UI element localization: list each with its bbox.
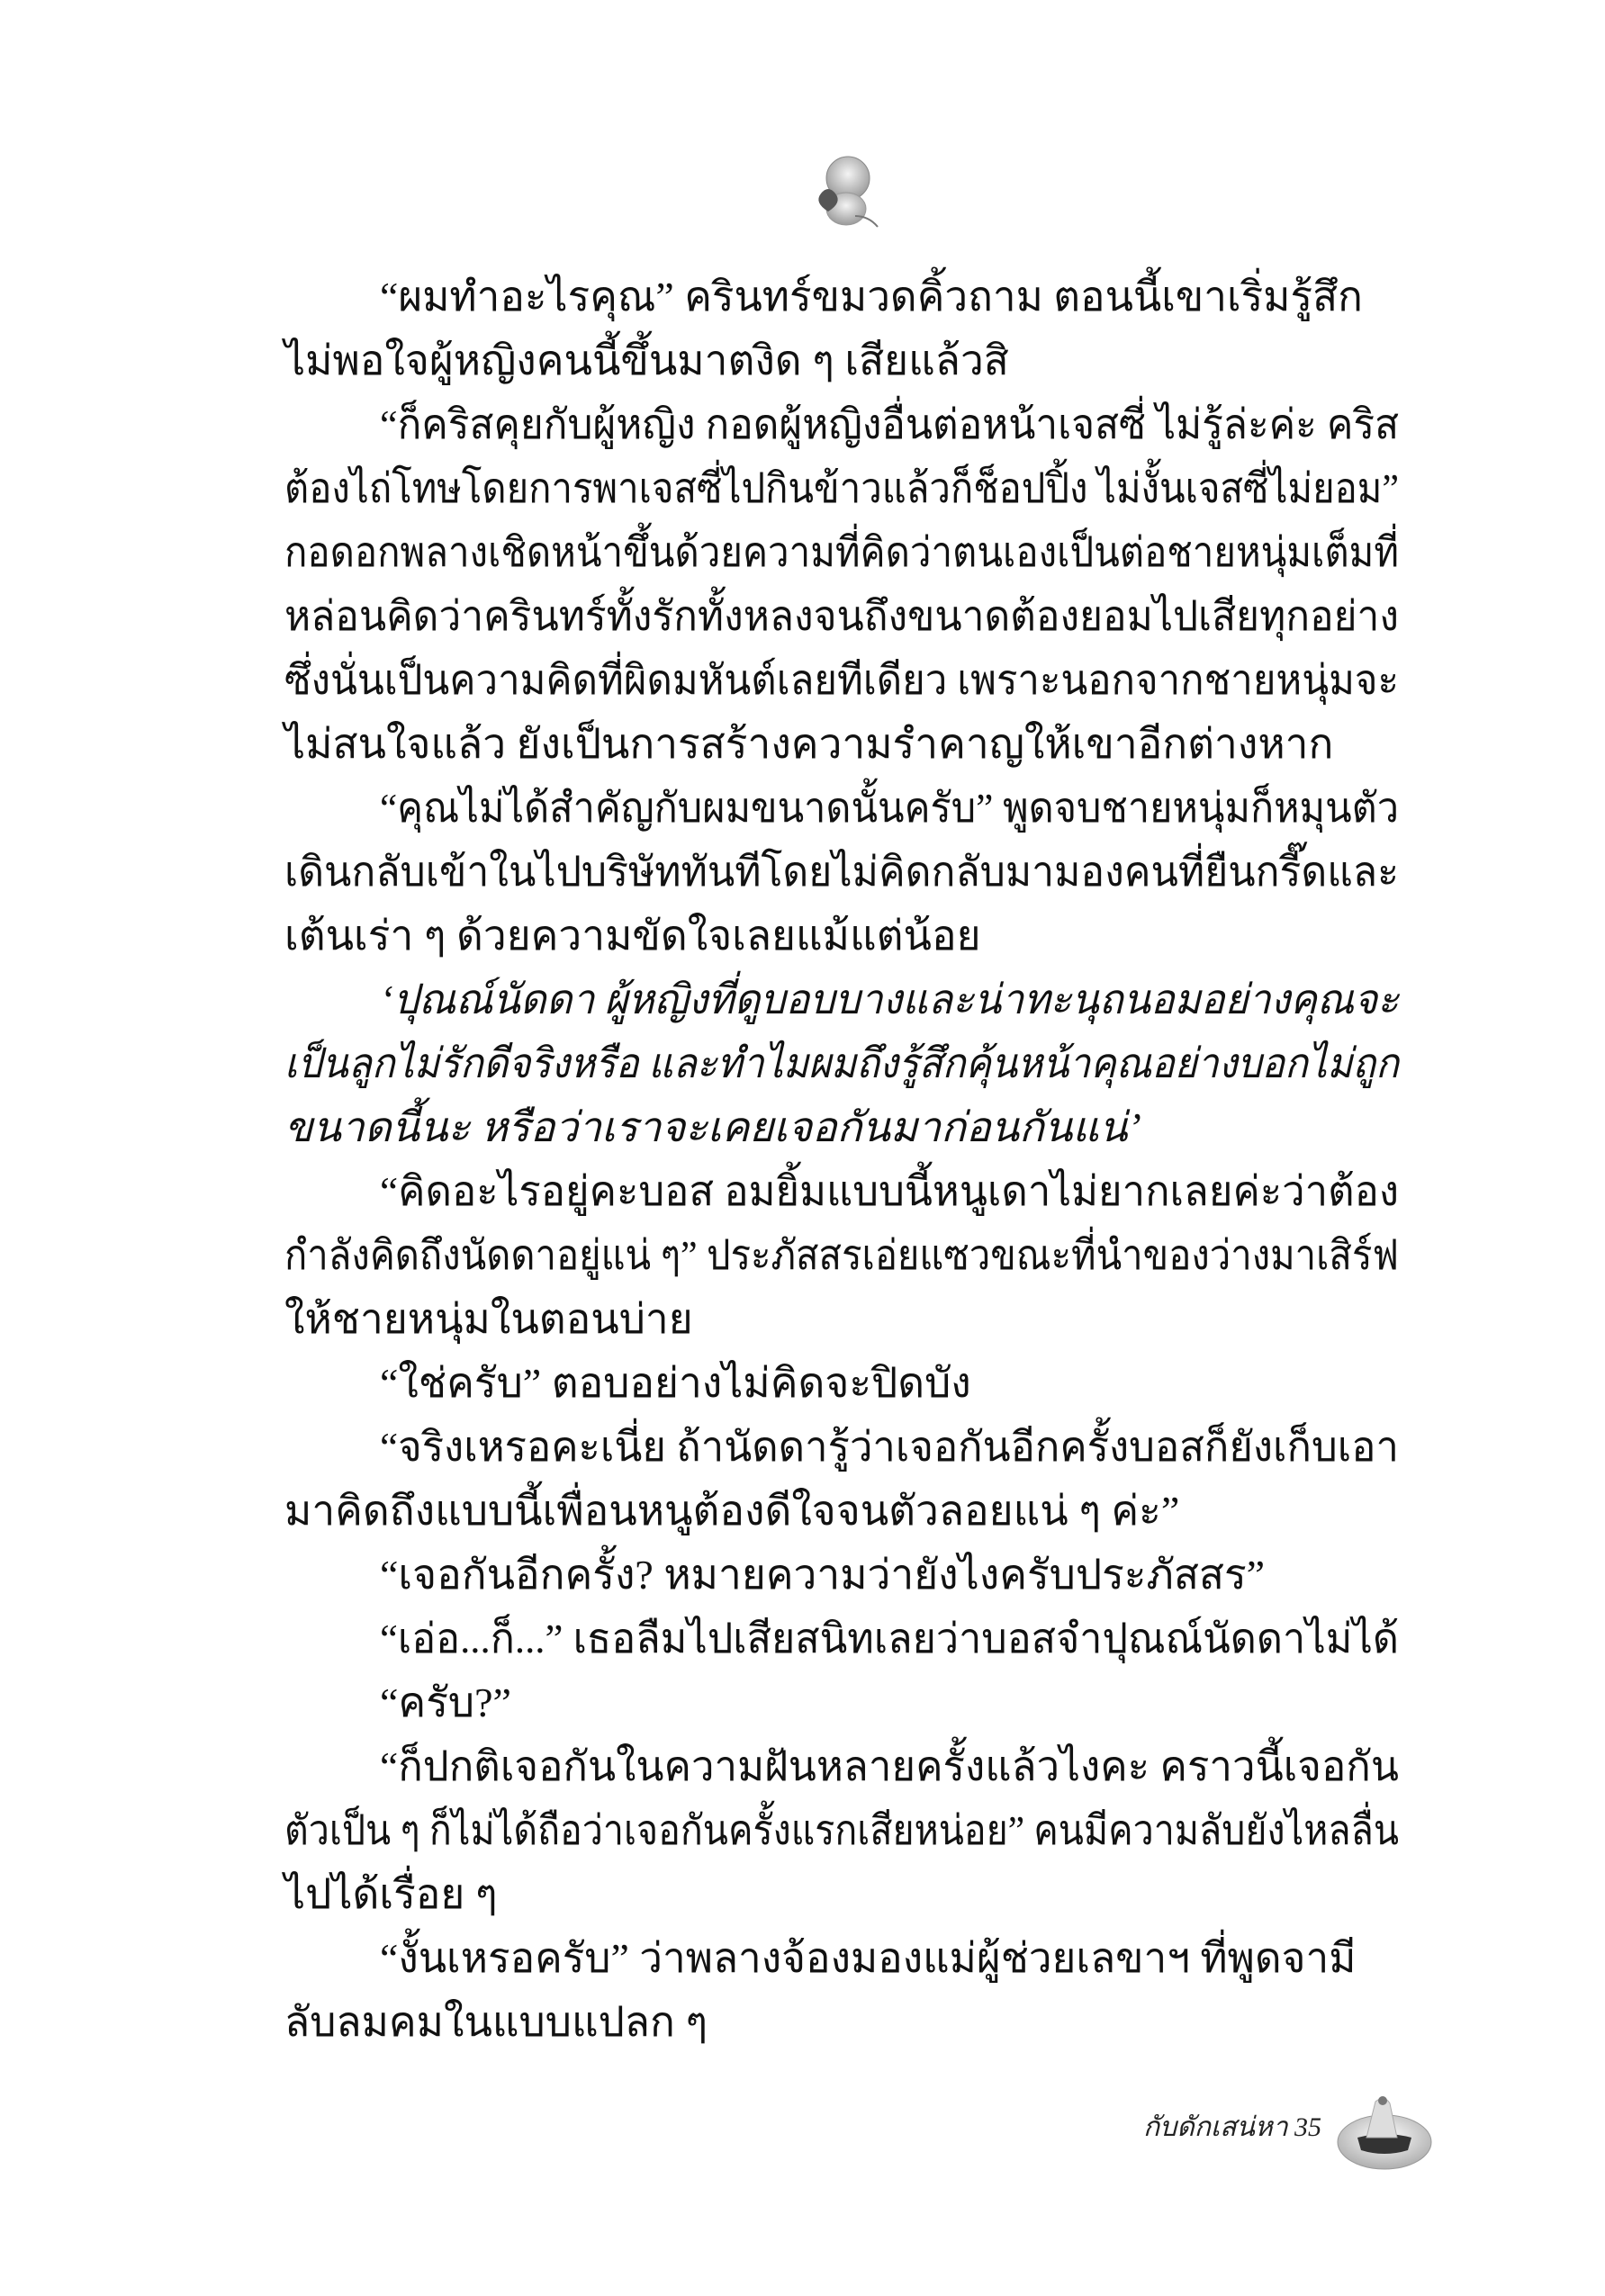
text-line-content: ไม่พอใจผู้หญิงคนนี้ขึ้นมาตงิด ๆ เสียแล้วสิ — [284, 338, 1009, 383]
text-line — [284, 1031, 1402, 1095]
text-line — [284, 1287, 1402, 1351]
text-line-content: “ก็คริสคุยกับผู้หญิง กอดผู้หญิงอื่นต่อหน้าเจสซี่ ไม่รู้ล่ะค่ะ คริส — [380, 401, 1399, 447]
cake-icon — [1330, 2088, 1434, 2174]
text-line-content: เดินกลับเข้าในไปบริษัททันทีโดยไม่คิดกลับมามองคนที่ยืนกรี๊ดและ — [284, 849, 1399, 895]
text-line — [284, 904, 1402, 968]
text-line-content: “ผมทำอะไรคุณ” ครินทร์ขมวดคิ้วถาม ตอนนี้เขาเริ่มรู้สึก — [380, 274, 1363, 320]
text-line — [284, 456, 1402, 520]
text-line — [284, 1862, 1402, 1926]
paragraph — [284, 1734, 1402, 1926]
page-footer — [1134, 2088, 1440, 2178]
paragraph — [284, 1926, 1402, 2054]
text-line — [284, 1798, 1402, 1862]
text-line-content: “งั้นเหรอครับ” ว่าพลางจ้องมองแม่ผู้ช่วยเลขาฯ ที่พูดจามี — [380, 1935, 1357, 1981]
text-line-content: กอดอกพลางเชิดหน้าขึ้นด้วยความที่คิดว่าตนเองเป็นต่อชายหนุ่มเต็มที่ — [284, 529, 1399, 575]
text-line — [284, 776, 1402, 840]
paragraph — [284, 1607, 1402, 1670]
text-line — [284, 1990, 1402, 2054]
text-line-content: ไปได้เรื่อย ๆ — [284, 1871, 498, 1917]
text-line-content: “คิดอะไรอยู่คะบอส อมยิ้มแบบนี้หนูเดาไม่ยากเลยค่ะว่าต้อง — [380, 1168, 1399, 1214]
text-line — [284, 1926, 1402, 1990]
text-line — [284, 968, 1402, 1031]
paragraph — [284, 1351, 1402, 1415]
text-line-content: ให้ชายหนุ่มในตอนบ่าย — [284, 1296, 693, 1342]
footer-running-title — [1143, 2106, 1321, 2148]
text-line — [284, 1351, 1402, 1415]
text-line — [284, 1415, 1402, 1479]
paragraph — [284, 1415, 1402, 1543]
text-line — [284, 584, 1402, 648]
text-line-content: “ก็ปกติเจอกันในความฝันหลายครั้งแล้วไงคะ คราวนี้เจอกัน — [380, 1743, 1399, 1789]
text-line — [284, 1670, 1402, 1734]
paragraph — [284, 776, 1402, 968]
text-line-content: “ครับ?” — [380, 1679, 511, 1725]
paragraph — [284, 1543, 1402, 1607]
text-line — [284, 392, 1402, 456]
text-line — [284, 712, 1402, 776]
text-line — [284, 265, 1402, 329]
text-line — [284, 1734, 1402, 1798]
text-line-content: มาคิดถึงแบบนี้เพื่อนหนูต้องดีใจจนตัวลอยแน่ ๆ ค่ะ” — [284, 1488, 1180, 1534]
paragraph — [284, 1670, 1402, 1734]
body-text — [284, 265, 1402, 2054]
paragraph — [284, 1159, 1402, 1351]
text-line — [284, 1095, 1402, 1159]
text-line-content: “เจอกันอีกครั้ง? หมายความว่ายังไงครับประภัสสร” — [380, 1552, 1266, 1598]
text-line-content: ตัวเป็น ๆ ก็ไม่ได้ถือว่าเจอกันครั้งแรกเสียหน่อย” คนมีความลับยังไหลลื่น — [284, 1807, 1399, 1853]
text-line — [284, 1543, 1402, 1607]
text-line-content: “เอ่อ...ก็...” เธอลืมไปเสียสนิทเลยว่าบอสจำปุณณ์นัดดาไม่ได้ — [380, 1616, 1399, 1661]
text-line-content: เต้นเร่า ๆ ด้วยความขัดใจเลยแม้แต่น้อย — [284, 913, 981, 959]
text-line-content: ขนาดนี้นะ หรือว่าเราจะเคยเจอกันมาก่อนกันแน่’ — [284, 1104, 1141, 1150]
text-line — [284, 1223, 1402, 1287]
book-title: กับดักเสน่หา — [1143, 2112, 1288, 2142]
text-line-content: ต้องไถ่โทษโดยการพาเจสซี่ไปกินข้าวแล้วก็ช็อปปิ้ง ไม่งั้นเจสซี่ไม่ยอม” — [284, 465, 1399, 511]
text-line — [284, 1479, 1402, 1543]
text-line-content: ไม่สนใจแล้ว ยังเป็นการสร้างความรำคาญให้เขาอีกต่างหาก — [284, 721, 1334, 767]
text-line — [284, 840, 1402, 904]
text-line — [284, 520, 1402, 584]
paragraph — [284, 392, 1402, 776]
paragraph — [284, 265, 1402, 392]
text-line — [284, 329, 1402, 392]
text-line-content: เป็นลูกไม่รักดีจริงหรือ และทำไมผมถึงรู้สึกคุ้นหน้าคุณอย่างบอกไม่ถูก — [284, 1040, 1399, 1086]
text-line-content: ลับลมคมในแบบแปลก ๆ — [284, 1999, 708, 2045]
text-line-content: ‘ปุณณ์นัดดา ผู้หญิงที่ดูบอบบางและน่าทะนุถนอมอย่างคุณจะ — [380, 977, 1399, 1022]
text-line — [284, 648, 1402, 712]
text-line-content: หล่อนคิดว่าครินทร์ทั้งรักทั้งหลงจนถึงขนาดต้องยอมไปเสียทุกอย่าง — [284, 593, 1399, 639]
text-line-content: กำลังคิดถึงนัดดาอยู่แน่ ๆ” ประภัสสรเอ่ยแซวขณะที่นำของว่างมาเสิร์ฟ — [284, 1232, 1399, 1278]
paragraph — [284, 968, 1402, 1159]
text-line-content: “ใช่ครับ” ตอบอย่างไม่คิดจะปิดบัง — [380, 1360, 971, 1406]
text-line — [284, 1607, 1402, 1670]
page-number: 35 — [1294, 2112, 1322, 2142]
text-line — [284, 1159, 1402, 1223]
text-line-content: ซึ่งนั่นเป็นความคิดที่ผิดมหันต์เลยทีเดียว เพราะนอกจากชายหนุ่มจะ — [284, 657, 1399, 703]
text-line-content: “คุณไม่ได้สำคัญกับผมขนาดนั้นครับ” พูดจบชายหนุ่มก็หมุนตัว — [380, 785, 1399, 831]
cupid-ornament-icon — [801, 144, 891, 234]
text-line-content: “จริงเหรอคะเนี่ย ถ้านัดดารู้ว่าเจอกันอีกครั้งบอสก็ยังเก็บเอา — [380, 1424, 1399, 1470]
